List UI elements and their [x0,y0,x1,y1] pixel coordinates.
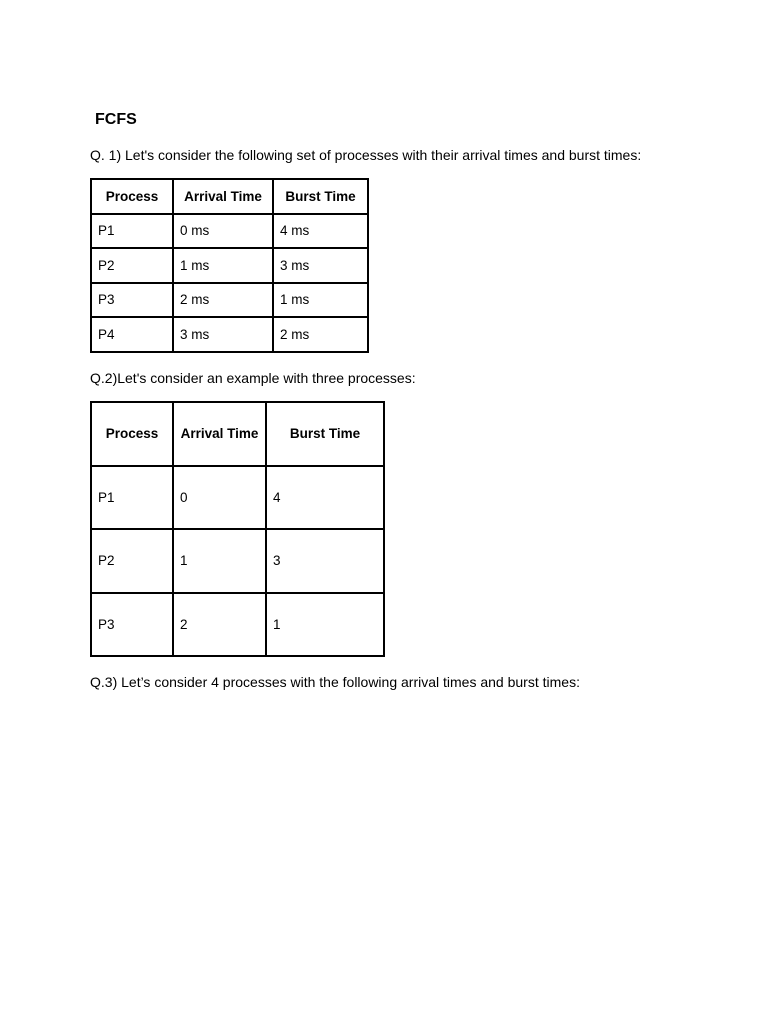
table-header-row [91,402,384,466]
cell-process: P2 [91,248,173,283]
cell-burst-time: 3 ms [273,248,368,283]
table-row [91,248,368,283]
column-header-burst-time: Burst Time [266,402,384,466]
cell-arrival-time: 1 ms [173,248,273,283]
cell-burst-time: 3 [266,529,384,593]
table-row [91,283,368,318]
cell-process: P2 [91,529,173,593]
column-header-burst-time: Burst Time [273,179,368,214]
cell-burst-time: 4 [266,466,384,530]
table-row [91,317,368,352]
cell-process: P1 [91,466,173,530]
process-table-1 [90,178,369,353]
column-header-arrival-time: Arrival Time [173,179,273,214]
cell-process: P4 [91,317,173,352]
cell-burst-time: 1 [266,593,384,657]
process-table-2 [90,401,385,657]
column-header-arrival-time: Arrival Time [173,402,266,466]
cell-burst-time: 1 ms [273,283,368,318]
cell-process: P3 [91,283,173,318]
cell-arrival-time: 2 [173,593,266,657]
table-row [91,214,368,249]
table-row [91,466,384,530]
cell-burst-time: 2 ms [273,317,368,352]
cell-process: P1 [91,214,173,249]
cell-arrival-time: 0 ms [173,214,273,249]
cell-arrival-time: 0 [173,466,266,530]
question-1: Q. 1) Let's consider the following set of processes with their arrival times and burst times: [90,147,642,163]
cell-process: P3 [91,593,173,657]
column-header-process: Process [91,402,173,466]
column-header-process: Process [91,179,173,214]
cell-arrival-time: 3 ms [173,317,273,352]
table-row [91,529,384,593]
table-header-row [91,179,368,214]
question-2: Q.2)Let's consider an example with three processes: [90,370,416,386]
cell-arrival-time: 1 [173,529,266,593]
cell-arrival-time: 2 ms [173,283,273,318]
question-3: Q.3) Let’s consider 4 processes with the following arrival times and burst times: [90,674,580,690]
page-title: FCFS [95,111,137,128]
cell-burst-time: 4 ms [273,214,368,249]
table-row [91,593,384,657]
